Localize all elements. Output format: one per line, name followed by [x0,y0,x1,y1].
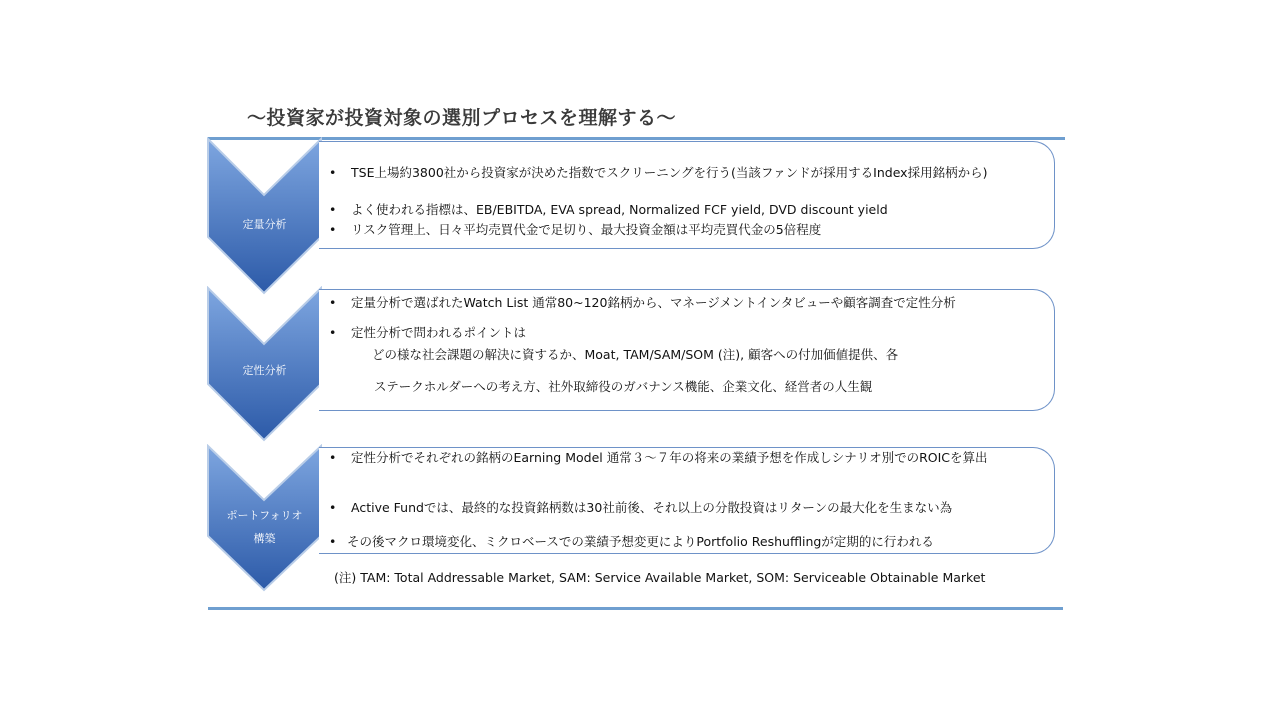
step-2-box [319,289,1055,411]
list-item: • 定性分析で問われるポイントは [329,325,527,340]
footnote: (注) TAM: Total Addressable Market, SAM: Service Available Market, SOM: Serviceable Obtainable Market [334,570,986,585]
chevron-step-3 [206,444,323,592]
top-rule [208,137,1065,140]
step-1-label: 定量分析 [242,218,287,231]
list-item: • Active Fundでは、最終的な投資銘柄数は30社前後、それ以上の分散投資はリターンの最大化を生まない為 [329,500,953,515]
sub-line: ステークホルダーへの考え方、社外取締役のガバナンス機能、企業文化、経営者の人生観 [374,379,873,394]
chevron-step-2 [206,286,323,442]
bottom-rule [208,607,1063,610]
step-3-box [319,447,1055,554]
sub-line: どの様な社会課題の解決に資するか、Moat, TAM/SAM/SOM (注), 顧客への付加価値提供、各 [372,347,899,362]
list-item: • TSE上場約3800社から投資家が決めた指数でスクリーニングを行う(当該ファンドが採用するIndex採用銘柄から) [329,165,988,180]
list-item: • 定性分析でそれぞれの銘柄のEarning Model 通常３〜７年の将来の業績予想を作成しシナリオ別でのROICを算出 [329,450,988,465]
list-item: • リスク管理上、日々平均売買代金で足切り、最大投資金額は平均売買代金の5倍程度 [329,222,822,237]
chevron-step-1 [206,137,323,295]
list-item: • その後マクロ環境変化、ミクロベースでの業績予想変更によりPortfolio Reshufflingが定期的に行われる [329,534,934,549]
page-title: 〜投資家が投資対象の選別プロセスを理解する〜 [247,107,677,129]
step-1-box [319,141,1055,249]
step-3-label-line-1: ポートフォリオ [226,509,303,522]
step-3-label-line-2: 構築 [253,532,276,545]
list-item: • よく使われる指標は、EB/EBITDA, EVA spread, Normalized FCF yield, DVD discount yield [329,202,888,217]
step-2-label: 定性分析 [242,364,287,377]
list-item: • 定量分析で選ばれたWatch List 通常80~120銘柄から、マネージメントインタビューや顧客調査で定性分析 [329,295,956,310]
